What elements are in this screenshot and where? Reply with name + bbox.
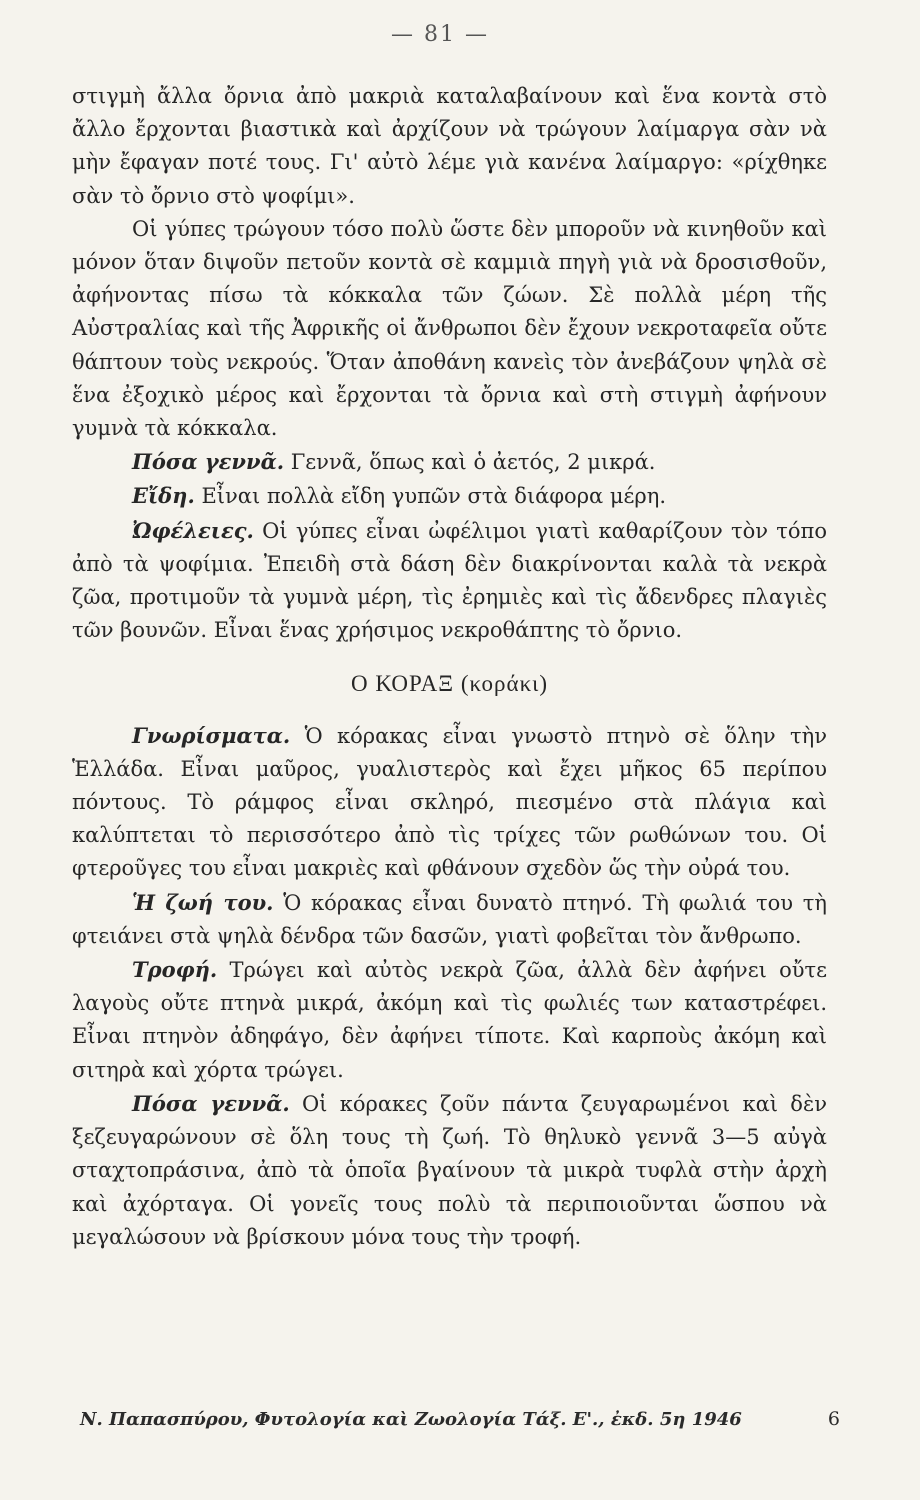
raven-life-text: Ὁ κόρακας εἶναι δυνατὸ πτηνό. Τὴ φωλιά του τὴ φτειάνει στὰ ψηλὰ δένδρα τῶν δασῶν, γιατὶ φοβεῖται τὸν ἄνθρωπο. [72,890,827,948]
vulture-species-heading: Εἴδη. [132,483,195,509]
page-number: — 81 — [391,22,489,47]
page-footer [80,1408,840,1430]
sheet-number: 6 [827,1408,840,1430]
vulture-paragraph-continuation: στιγμὴ ἄλλα ὄρνια ἀπὸ μακριὰ καταλαβαίνουν καὶ ἕνα κοντὰ στὸ ἄλλο ἔρχονται βιαστικὰ καὶ ἀρχίζουν νὰ τρώγουν λαίμαργα σὰν νὰ μὴν ἔφαγαν ποτέ τους. Γι' αὐτὸ λέμε γιὰ κανένα λαίμαργο: «ρίχθηκε σὰν τὸ ὄρνιο στὸ ψοφίμι». [72,84,827,208]
raven-section-title: Ο ΚΟΡΑΞ (κοράκι) [350,671,549,697]
raven-food-heading: Τροφή. [132,957,218,983]
text-column [72,80,827,1254]
raven-features-paragraph [72,719,827,886]
raven-food-paragraph [72,953,827,1087]
raven-features-text: Ὁ κόρακας εἶναι γνωστὸ πτηνὸ σὲ ὅλην τὴν Ἑλλάδα. Εἶναι μαῦρος, γυαλιστερὸς καὶ ἔχει μῆκος 65 περίπου πόντους. Τὸ ράμφος εἶναι σκληρό, πιεσμένο στὰ πλάγια καὶ καλύπτεται τὸ περισσότερο ἀπὸ τὶς τρίχες τῶν ρωθώνων του. Οἱ φτεροῦγες του εἶναι μακριὲς καὶ φθάνουν σχεδὸν ὥς τὴν οὐρά του. [72,723,827,881]
vulture-species-paragraph [72,479,827,513]
raven-births-text: Οἱ κόρακες ζοῦν πάντα ζευγαρωμένοι καὶ δὲν ξεζευγαρώνουν σὲ ὅλη τους τὴ ζωή. Τὸ θηλυκὸ γεννᾶ 3—5 αὐγὰ σταχτοπράσινα, ἀπὸ τὰ ὁποῖα βγαίνουν τὰ μικρὰ τυφλὰ στὴν ἀρχὴ καὶ ἀχόρταγα. Οἱ γονεῖς τους πολὺ τὰ περιποιοῦνται ὥσπου νὰ μεγαλώσουν νὰ βρίσκουν μόνα τους τὴν τροφή. [72,1091,827,1249]
vulture-births-text: Γεννᾶ, ὅπως καὶ ὁ ἀετός, 2 μικρά. [290,450,656,475]
vulture-benefits-text: Οἱ γύπες εἶναι ὠφέλιμοι γιατὶ καθαρίζουν τὸν τόπο ἀπὸ τὰ ψοφίμια. Ἐπειδὴ στὰ δάση δὲν διακρίνονται καλὰ τὰ νεκρὰ ζῶα, προτιμοῦν τὰ γυμνὰ μέρη, τὶς ἐρημιὲς καὶ τὶς ἄδενδρες πλαγιὲς τῶν βουνῶν. Εἶναι ἕνας χρήσιμος νεκροθάπτης τὸ ὄρνιο. [72,518,827,643]
raven-births-paragraph [72,1087,827,1254]
footer-citation: Ν. Παπασπύρου, Φυτολογία καὶ Ζωολογία Τάξ. Ε'., ἐκδ. 5η 1946 [80,1409,742,1430]
raven-features-heading: Γνωρίσματα. [132,722,291,748]
vulture-births-paragraph [72,445,827,479]
raven-births-heading: Πόσα γεννᾶ. [132,1090,290,1116]
vulture-species-text: Εἶναι πολλὰ εἴδη γυπῶν στὰ διάφορα μέρη. [201,484,667,509]
raven-food-text: Τρώγει καὶ αὐτὸς νεκρὰ ζῶα, ἀλλὰ δὲν ἀφήνει οὔτε λαγοὺς οὔτε πτηνὰ μικρά, ἀκόμη καὶ τὶς φωλιές των καταστρέφει. Εἶναι πτηνὸν ἀδηφάγο, δὲν ἀφήνει τίποτε. Καὶ καρποὺς ἀκόμη καὶ σιτηρὰ καὶ χόρτα τρώγει. [72,958,827,1082]
vulture-births-heading: Πόσα γεννᾶ. [132,449,285,475]
raven-life-paragraph [72,886,827,953]
vulture-benefits-paragraph [72,514,827,648]
vulture-paragraph-habits: Οἱ γύπες τρώγουν τόσο πολὺ ὥστε δὲν μποροῦν νὰ κινηθοῦν καὶ μόνον ὅταν διψοῦν πετοῦν κοντὰ σὲ καμμιὰ πηγὴ γιὰ νὰ δροσισθοῦν, ἀφήνοντας πίσω τὰ κόκκαλα τῶν ζώων. Σὲ πολλὰ μέρη τῆς Αὐστραλίας καὶ τῆς Ἀφρικῆς οἱ ἄνθρωποι δὲν ἔχουν νεκροταφεῖα οὔτε θάπτουν τοὺς νεκρούς. Ὅταν ἀποθάνη κανεὶς τὸν ἀνεβάζουν ψηλὰ σὲ ἕνα ἐξοχικὸ μέρος καὶ ἔρχονται τὰ ὄρνια καὶ στὴ στιγμὴ ἀφήνουν γυμνὰ τὰ κόκκαλα. [72,216,827,441]
vulture-benefits-heading: Ὠφέλειες. [132,517,254,543]
raven-life-heading: Ἡ ζωή του. [132,889,274,915]
